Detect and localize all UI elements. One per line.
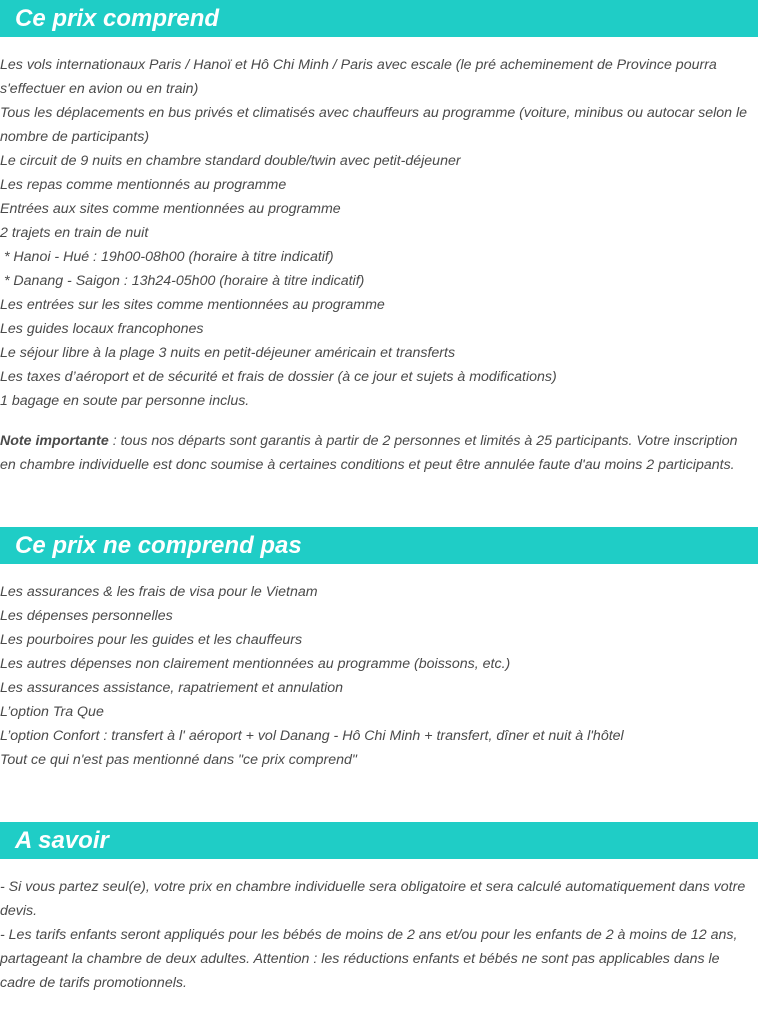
section-header-to-know xyxy=(0,822,758,859)
list-item: Les taxes d’aéroport et de sécurité et frais de dossier (à ce jour et sujets à modifications) xyxy=(0,369,557,385)
section-title-to-know: A savoir xyxy=(15,827,109,854)
section-header-not-included xyxy=(0,527,758,564)
list-item: - Si vous partez seul(e), votre prix en chambre individuelle sera obligatoire et sera calculé automatiquement dans votre devis. xyxy=(0,879,750,919)
list-item: Les guides locaux francophones xyxy=(0,321,204,337)
list-item: * Hanoi - Hué : 19h00-08h00 (horaire à titre indicatif) xyxy=(0,249,334,265)
list-item: Tous les déplacements en bus privés et climatisés avec chauffeurs au programme (voiture, minibus ou autocar selon le nombre de participants) xyxy=(0,105,752,145)
section-header-included xyxy=(0,0,758,37)
list-item: Les repas comme mentionnés au programme xyxy=(0,177,287,193)
list-item: Les assurances & les frais de visa pour le Vietnam xyxy=(0,584,318,600)
list-item: Les pourboires pour les guides et les chauffeurs xyxy=(0,632,303,648)
list-item: - Les tarifs enfants seront appliqués pour les bébés de moins de 2 ans et/ou pour les enfants de 2 à moins de 12 ans, partageant la chambre de deux adultes. Attention : les réductions enfants et bébés ne sont pas applicables dans le cadre de tarifs promotionnels. xyxy=(0,927,742,991)
list-item: * Danang - Saigon : 13h24-05h00 (horaire à titre indicatif) xyxy=(0,273,365,289)
section-title-included: Ce prix comprend xyxy=(15,5,220,32)
list-item: Les vols internationaux Paris / Hanoï et Hô Chi Minh / Paris avec escale (le pré acheminement de Province pourra s'effectuer en avion ou en train) xyxy=(0,57,721,97)
note-label: Note importante xyxy=(0,433,109,449)
list-item: L’option Confort : transfert à l' aéroport + vol Danang - Hô Chi Minh + transfert, dîner et nuit à l'hôtel xyxy=(0,728,624,744)
to-know-list xyxy=(0,875,752,995)
list-item: Entrées aux sites comme mentionnées au programme xyxy=(0,201,341,217)
list-item: 1 bagage en soute par personne inclus. xyxy=(0,393,250,409)
note-text: : tous nos départs sont garantis à partir de 2 personnes et limités à 25 participants. Votre inscription en chambre individuelle est donc soumise à certaines conditions et peut être annulée faute d'au moins 2 participants. xyxy=(0,433,738,473)
list-item: Les dépenses personnelles xyxy=(0,608,173,624)
list-item: Tout ce qui n'est pas mentionné dans "ce prix comprend" xyxy=(0,752,357,768)
section-title-not-included: Ce prix ne comprend pas xyxy=(15,532,302,559)
list-item: Le circuit de 9 nuits en chambre standard double/twin avec petit-déjeuner xyxy=(0,153,461,169)
not-included-list xyxy=(0,580,752,772)
included-list xyxy=(0,53,752,413)
list-item: Le séjour libre à la plage 3 nuits en petit-déjeuner américain et transferts xyxy=(0,345,456,361)
list-item: Les assurances assistance, rapatriement et annulation xyxy=(0,680,344,696)
list-item: L’option Tra Que xyxy=(0,704,104,720)
important-note xyxy=(0,429,752,477)
list-item: Les entrées sur les sites comme mentionnées au programme xyxy=(0,297,385,313)
list-item: 2 trajets en train de nuit xyxy=(0,225,149,241)
list-item: Les autres dépenses non clairement mentionnées au programme (boissons, etc.) xyxy=(0,656,511,672)
